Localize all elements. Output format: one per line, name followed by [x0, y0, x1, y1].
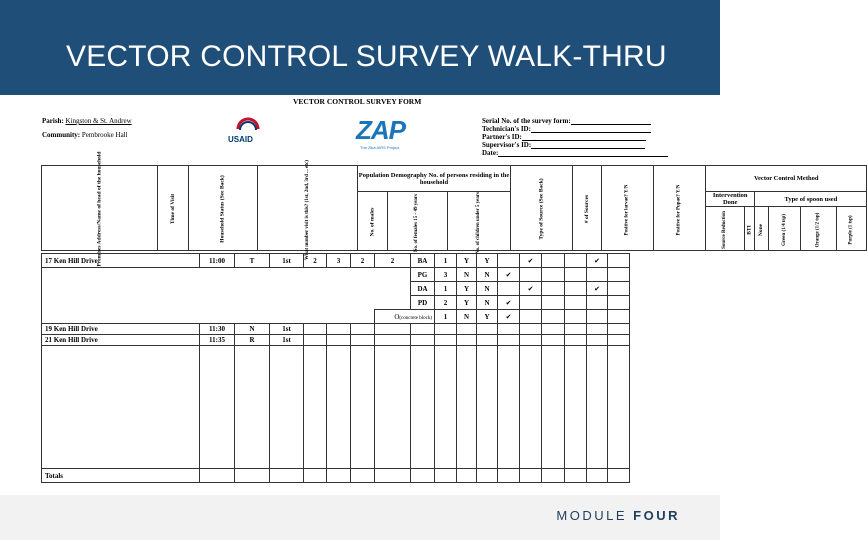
col-premises: Premises Address/Name of head of the household [42, 166, 158, 251]
col-green: Green (1/4 tsp) [768, 207, 801, 251]
zap-logo-subtitle: The Zika AIRS Project [360, 145, 400, 150]
table-row: O(concrete block) 1 N Y ✔ [42, 310, 630, 324]
col-none: None [755, 207, 768, 251]
check-icon: ✔ [587, 282, 608, 296]
vector-control-method-header: Vector Control Method [706, 166, 867, 192]
col-source-type: Type of Source (See Back) [510, 166, 572, 251]
usaid-logo-icon [228, 119, 268, 149]
footer-bar [0, 495, 720, 540]
intervention-group-header: Intervention Done [706, 192, 755, 207]
technician-field: Technician's ID: [482, 125, 651, 133]
module-label: MODULE FOUR [556, 508, 680, 523]
col-positive-pupae: Positive for Pupae? Y/N [654, 166, 706, 251]
totals-row: Totals [42, 469, 630, 483]
community-label: Community: [42, 131, 81, 139]
table-row: 21 Ken Hill Drive 11:35 R 1st [42, 335, 630, 346]
col-time: Time of Visit [158, 166, 189, 251]
check-icon: ✔ [520, 282, 542, 296]
community-field [42, 131, 128, 139]
col-females: No. of females 15 - 49 years [388, 192, 447, 251]
col-purple: Purple (1 tsp) [837, 207, 867, 251]
title-banner [0, 0, 720, 95]
table-row: PD 2 Y N ✔ [42, 296, 630, 310]
check-icon: ✔ [498, 296, 520, 310]
form-title: VECTOR CONTROL SURVEY FORM [293, 97, 422, 106]
table-row [42, 346, 630, 469]
col-positive-larvae: Positive for larvae? Y/N [602, 166, 654, 251]
partner-field: Partner's ID: [482, 133, 646, 141]
slide-title: VECTOR CONTROL SURVEY WALK-THRU [66, 40, 667, 73]
col-males: No. of males [358, 192, 388, 251]
supervisor-field: Supervisor's ID: [482, 141, 645, 149]
check-icon: ✔ [587, 254, 608, 268]
zap-logo: ZAP [356, 115, 405, 145]
spoon-group-header: Type of spoon used [755, 192, 867, 207]
col-source-reduction: Source Reduction [706, 207, 745, 251]
parish-label: Parish: [42, 117, 64, 125]
check-icon: ✔ [498, 310, 520, 324]
population-group-header: Population Demography No. of persons residing in the household [358, 166, 510, 192]
check-icon: ✔ [520, 254, 542, 268]
parish-value: Kingston & St. Andrew [65, 117, 132, 125]
usaid-logo-text: USAID [228, 135, 253, 144]
table-row: DA 1 Y N ✔ ✔ [42, 282, 630, 296]
col-bti: BTI [744, 207, 754, 251]
col-status: Household Status (See Back) [189, 166, 257, 251]
table-row: PG 3 N N ✔ [42, 268, 630, 282]
date-field: Date: [482, 149, 668, 157]
serial-field: Serial No. of the survey form: [482, 117, 651, 125]
survey-body-table [41, 253, 630, 483]
check-icon: ✔ [498, 268, 520, 282]
col-children: No. of children under 5 years [447, 192, 510, 251]
col-orange: Orange (1/2 tsp) [801, 207, 837, 251]
community-value: Pembrooke Hall [81, 131, 128, 139]
parish-field [42, 117, 132, 125]
survey-form-image [38, 95, 854, 495]
col-visit-number: What number visit is this? (1st, 2nd, 3rd ... etc) [257, 166, 358, 251]
table-row: 19 Ken Hill Drive 11:30 N 1st [42, 324, 630, 335]
table-row: 17 Ken Hill Drive 11:00 T 1st 2 3 2 2 BA 1 Y Y ✔ ✔ [42, 254, 630, 268]
col-num-sources: # of Sources [572, 166, 601, 251]
